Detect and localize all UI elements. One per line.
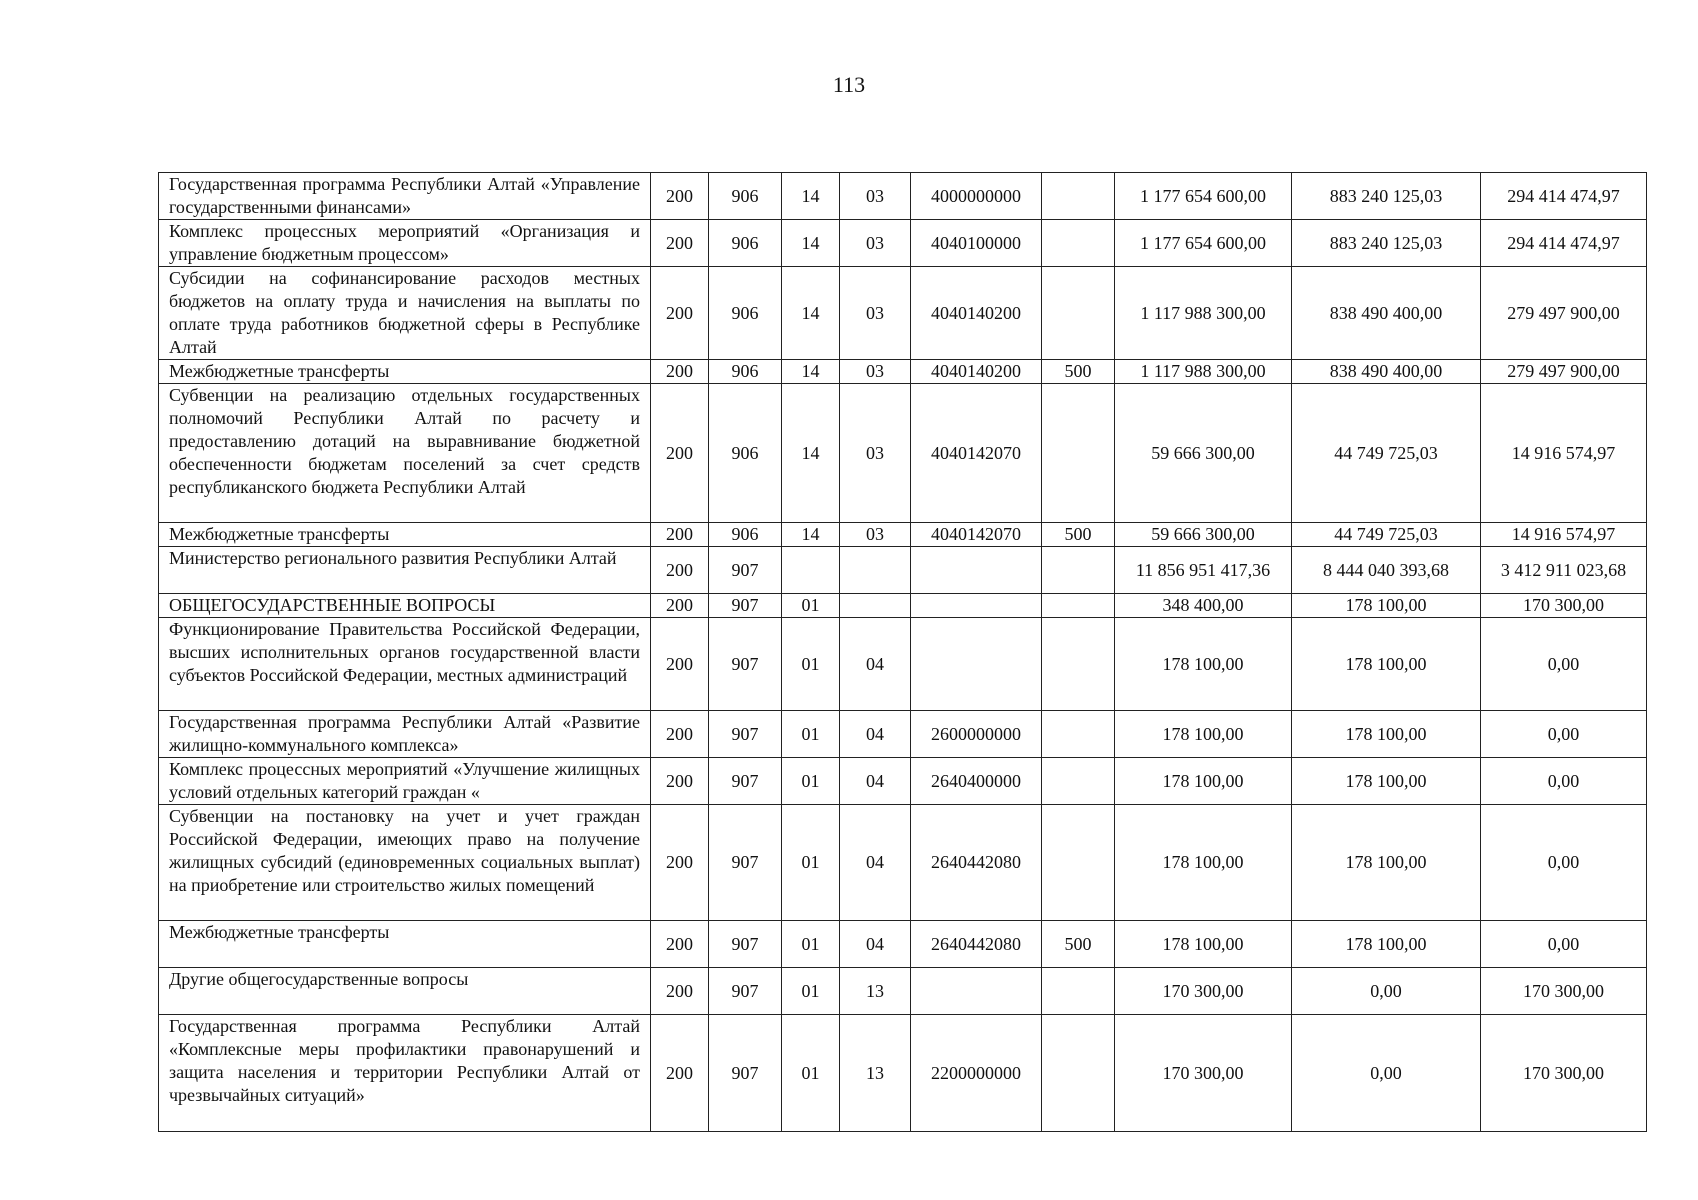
code-cell: 200 — [651, 220, 709, 267]
code-cell — [1042, 594, 1115, 618]
code-cell: 4040140200 — [911, 360, 1042, 384]
amount-cell: 1 117 988 300,00 — [1115, 360, 1292, 384]
table-row — [159, 968, 1647, 1015]
code-cell — [840, 547, 911, 594]
table-row — [159, 523, 1647, 547]
amount-cell: 1 117 988 300,00 — [1115, 267, 1292, 360]
code-cell — [911, 547, 1042, 594]
amount-cell: 170 300,00 — [1115, 968, 1292, 1015]
table-row — [159, 547, 1647, 594]
code-cell: 03 — [840, 523, 911, 547]
code-cell — [1042, 267, 1115, 360]
code-cell: 500 — [1042, 360, 1115, 384]
row-name-cell: Другие общегосударственные вопросы — [159, 968, 651, 1015]
code-cell: 907 — [709, 968, 782, 1015]
amount-cell: 0,00 — [1481, 758, 1647, 805]
table-row — [159, 360, 1647, 384]
amount-cell: 0,00 — [1481, 711, 1647, 758]
amount-cell: 11 856 951 417,36 — [1115, 547, 1292, 594]
amount-cell: 348 400,00 — [1115, 594, 1292, 618]
code-cell: 14 — [782, 220, 840, 267]
code-cell: 14 — [782, 384, 840, 523]
code-cell: 200 — [651, 805, 709, 921]
code-cell: 04 — [840, 711, 911, 758]
code-cell — [1042, 711, 1115, 758]
code-cell: 500 — [1042, 523, 1115, 547]
amount-cell: 883 240 125,03 — [1292, 173, 1481, 220]
amount-cell: 44 749 725,03 — [1292, 384, 1481, 523]
row-name-cell: Субсидии на софинансирование расходов местных бюджетов на оплату труда и начисления на выплаты по оплате труда работников бюджетной сферы в Республике Алтай — [159, 267, 651, 360]
code-cell: 2640400000 — [911, 758, 1042, 805]
amount-cell: 170 300,00 — [1481, 594, 1647, 618]
amount-cell: 178 100,00 — [1115, 758, 1292, 805]
code-cell: 200 — [651, 711, 709, 758]
table-row — [159, 921, 1647, 968]
row-name-cell: Комплекс процессных мероприятий «Улучшение жилищных условий отдельных категорий граждан « — [159, 758, 651, 805]
amount-cell: 1 177 654 600,00 — [1115, 173, 1292, 220]
table-row — [159, 384, 1647, 523]
code-cell — [1042, 384, 1115, 523]
code-cell: 200 — [651, 1015, 709, 1132]
code-cell: 906 — [709, 360, 782, 384]
code-cell — [1042, 805, 1115, 921]
amount-cell: 0,00 — [1481, 805, 1647, 921]
row-name-cell: ОБЩЕГОСУДАРСТВЕННЫЕ ВОПРОСЫ — [159, 594, 651, 618]
code-cell: 01 — [782, 968, 840, 1015]
code-cell: 4040100000 — [911, 220, 1042, 267]
code-cell: 906 — [709, 384, 782, 523]
code-cell: 01 — [782, 805, 840, 921]
code-cell: 4040142070 — [911, 523, 1042, 547]
amount-cell: 178 100,00 — [1115, 711, 1292, 758]
code-cell: 200 — [651, 547, 709, 594]
code-cell: 03 — [840, 173, 911, 220]
code-cell: 03 — [840, 220, 911, 267]
code-cell: 907 — [709, 594, 782, 618]
row-name-cell: Функционирование Правительства Российской Федерации, высших исполнительных органов государственной власти субъектов Российской Федерации, местных администраций — [159, 618, 651, 711]
table-row — [159, 220, 1647, 267]
code-cell: 200 — [651, 523, 709, 547]
code-cell — [1042, 173, 1115, 220]
amount-cell: 294 414 474,97 — [1481, 220, 1647, 267]
amount-cell: 178 100,00 — [1292, 758, 1481, 805]
amount-cell: 883 240 125,03 — [1292, 220, 1481, 267]
code-cell: 200 — [651, 173, 709, 220]
amount-cell: 3 412 911 023,68 — [1481, 547, 1647, 594]
amount-cell: 294 414 474,97 — [1481, 173, 1647, 220]
row-name-cell: Комплекс процессных мероприятий «Организация и управление бюджетным процессом» — [159, 220, 651, 267]
row-name-cell: Межбюджетные трансферты — [159, 523, 651, 547]
code-cell — [911, 968, 1042, 1015]
code-cell: 906 — [709, 220, 782, 267]
budget-table — [158, 172, 1647, 1132]
code-cell: 13 — [840, 968, 911, 1015]
table-row — [159, 267, 1647, 360]
amount-cell: 8 444 040 393,68 — [1292, 547, 1481, 594]
code-cell: 03 — [840, 360, 911, 384]
code-cell: 200 — [651, 968, 709, 1015]
amount-cell: 178 100,00 — [1115, 805, 1292, 921]
amount-cell: 279 497 900,00 — [1481, 267, 1647, 360]
code-cell: 04 — [840, 758, 911, 805]
table-row — [159, 711, 1647, 758]
code-cell: 04 — [840, 618, 911, 711]
code-cell — [782, 547, 840, 594]
row-name-cell: Субвенции на реализацию отдельных государственных полномочий Республики Алтай по расчету и предоставлению дотаций на выравнивание бюджетной обеспеченности бюджетам поселений за счет средств республиканского бюджета Республики Алтай — [159, 384, 651, 523]
code-cell: 01 — [782, 594, 840, 618]
amount-cell: 59 666 300,00 — [1115, 523, 1292, 547]
table-row — [159, 618, 1647, 711]
row-name-cell: Субвенции на постановку на учет и учет граждан Российской Федерации, имеющих право на получение жилищных субсидий (единовременных социальных выплат) на приобретение или строительство жилых помещений — [159, 805, 651, 921]
amount-cell: 0,00 — [1481, 921, 1647, 968]
code-cell: 907 — [709, 758, 782, 805]
amount-cell: 178 100,00 — [1292, 921, 1481, 968]
code-cell — [840, 594, 911, 618]
code-cell: 200 — [651, 594, 709, 618]
table-row — [159, 805, 1647, 921]
code-cell: 200 — [651, 267, 709, 360]
table-row — [159, 173, 1647, 220]
table-body — [159, 173, 1647, 1132]
table-row — [159, 594, 1647, 618]
code-cell: 03 — [840, 267, 911, 360]
code-cell: 200 — [651, 360, 709, 384]
code-cell: 2200000000 — [911, 1015, 1042, 1132]
code-cell — [1042, 547, 1115, 594]
code-cell — [911, 594, 1042, 618]
row-name-cell: Государственная программа Республики Алтай «Управление государственными финансами» — [159, 173, 651, 220]
code-cell: 14 — [782, 360, 840, 384]
amount-cell: 44 749 725,03 — [1292, 523, 1481, 547]
amount-cell: 838 490 400,00 — [1292, 267, 1481, 360]
amount-cell: 0,00 — [1292, 968, 1481, 1015]
row-name-cell: Межбюджетные трансферты — [159, 360, 651, 384]
amount-cell: 838 490 400,00 — [1292, 360, 1481, 384]
code-cell: 907 — [709, 921, 782, 968]
code-cell: 906 — [709, 267, 782, 360]
code-cell: 03 — [840, 384, 911, 523]
code-cell: 200 — [651, 618, 709, 711]
code-cell: 907 — [709, 805, 782, 921]
amount-cell: 178 100,00 — [1115, 921, 1292, 968]
code-cell: 4040142070 — [911, 384, 1042, 523]
code-cell: 01 — [782, 758, 840, 805]
code-cell: 2640442080 — [911, 805, 1042, 921]
amount-cell: 170 300,00 — [1481, 968, 1647, 1015]
amount-cell: 1 177 654 600,00 — [1115, 220, 1292, 267]
amount-cell: 14 916 574,97 — [1481, 384, 1647, 523]
code-cell: 500 — [1042, 921, 1115, 968]
row-name-cell: Межбюджетные трансферты — [159, 921, 651, 968]
code-cell: 906 — [709, 173, 782, 220]
amount-cell: 178 100,00 — [1292, 711, 1481, 758]
amount-cell: 178 100,00 — [1292, 805, 1481, 921]
table-row — [159, 1015, 1647, 1132]
code-cell: 2600000000 — [911, 711, 1042, 758]
row-name-cell: Государственная программа Республики Алтай «Развитие жилищно-коммунального комплекса» — [159, 711, 651, 758]
amount-cell: 0,00 — [1481, 618, 1647, 711]
amount-cell: 178 100,00 — [1115, 618, 1292, 711]
table-row — [159, 758, 1647, 805]
code-cell: 04 — [840, 921, 911, 968]
code-cell: 200 — [651, 921, 709, 968]
code-cell — [911, 618, 1042, 711]
code-cell: 01 — [782, 1015, 840, 1132]
code-cell: 906 — [709, 523, 782, 547]
code-cell — [1042, 758, 1115, 805]
amount-cell: 178 100,00 — [1292, 618, 1481, 711]
code-cell — [1042, 618, 1115, 711]
code-cell — [1042, 1015, 1115, 1132]
code-cell: 14 — [782, 173, 840, 220]
code-cell: 01 — [782, 921, 840, 968]
row-name-cell: Государственная программа Республики Алтай «Комплексные меры профилактики правонарушений и защита населения и территории Республики Алтай от чрезвычайных ситуаций» — [159, 1015, 651, 1132]
code-cell — [1042, 220, 1115, 267]
amount-cell: 0,00 — [1292, 1015, 1481, 1132]
code-cell: 13 — [840, 1015, 911, 1132]
amount-cell: 59 666 300,00 — [1115, 384, 1292, 523]
amount-cell: 170 300,00 — [1115, 1015, 1292, 1132]
code-cell: 200 — [651, 758, 709, 805]
code-cell: 04 — [840, 805, 911, 921]
page-number: 113 — [832, 72, 866, 97]
code-cell — [1042, 968, 1115, 1015]
code-cell: 01 — [782, 711, 840, 758]
row-name-cell: Министерство регионального развития Республики Алтай — [159, 547, 651, 594]
amount-cell: 170 300,00 — [1481, 1015, 1647, 1132]
code-cell: 200 — [651, 384, 709, 523]
code-cell: 14 — [782, 523, 840, 547]
code-cell: 907 — [709, 1015, 782, 1132]
amount-cell: 279 497 900,00 — [1481, 360, 1647, 384]
code-cell: 907 — [709, 618, 782, 711]
code-cell: 4040140200 — [911, 267, 1042, 360]
amount-cell: 178 100,00 — [1292, 594, 1481, 618]
code-cell: 907 — [709, 547, 782, 594]
amount-cell: 14 916 574,97 — [1481, 523, 1647, 547]
code-cell: 14 — [782, 267, 840, 360]
code-cell: 01 — [782, 618, 840, 711]
code-cell: 907 — [709, 711, 782, 758]
code-cell: 2640442080 — [911, 921, 1042, 968]
code-cell: 4000000000 — [911, 173, 1042, 220]
